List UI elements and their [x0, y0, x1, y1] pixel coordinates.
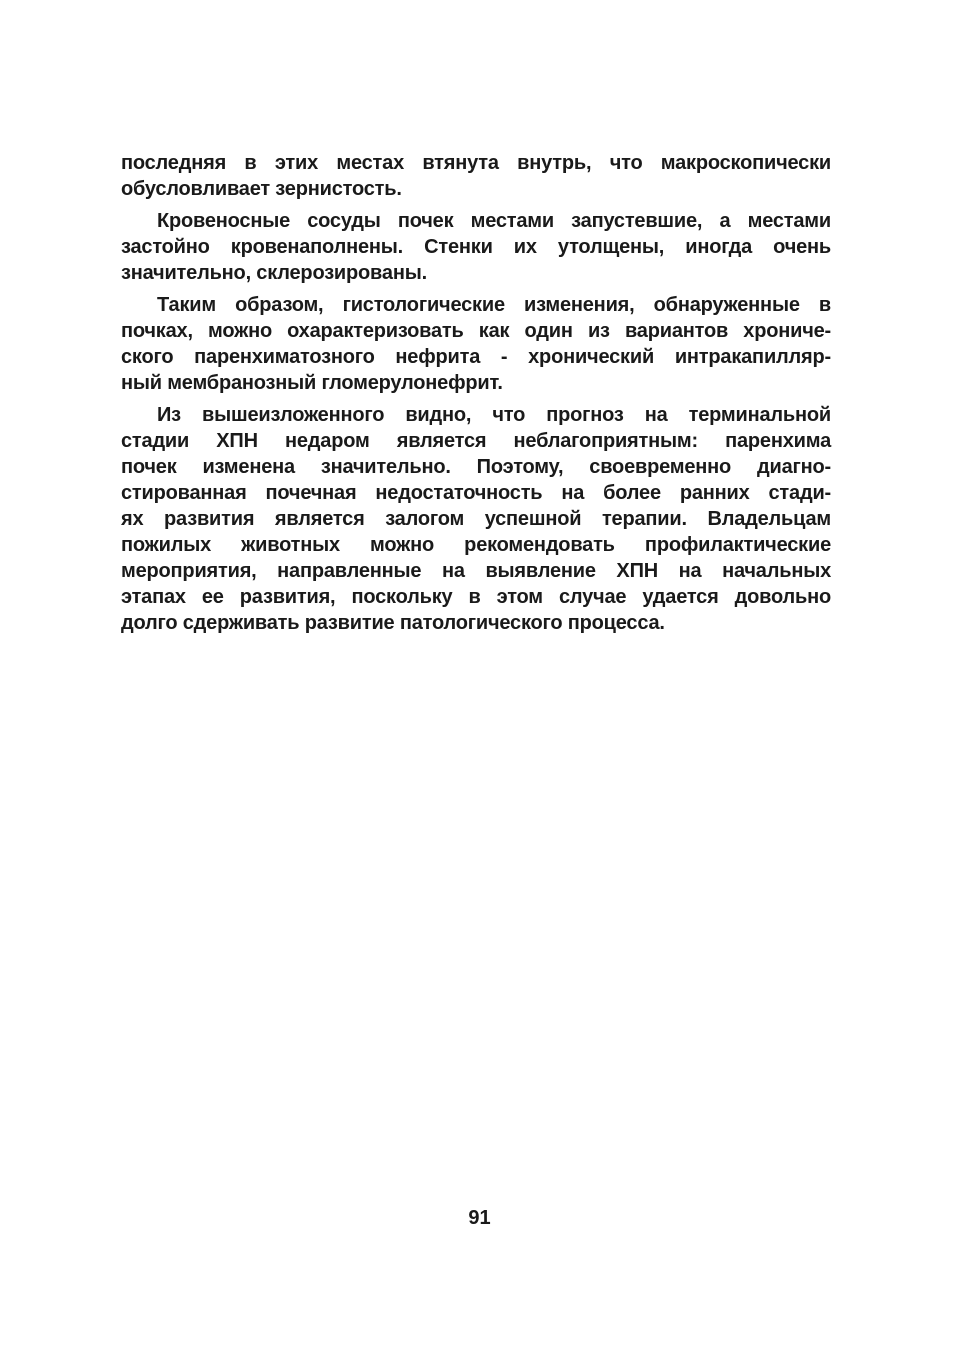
text-line: долго сдерживать развитие патологического процесса.: [121, 612, 665, 634]
text-line: почек изменена значительно. Поэтому, своевременно диагно-: [121, 456, 831, 478]
text-line: стированная почечная недостаточность на более ранних стади-: [121, 482, 831, 504]
text-line: Таким образом, гистологические изменения, обнаруженные в: [157, 294, 831, 316]
text-line: застойно кровенаполнены. Стенки их утолщены, иногда очень: [121, 236, 831, 258]
body-text: [121, 150, 831, 636]
text-line: последняя в этих местах втянута внутрь, что макроскопически: [121, 152, 831, 174]
text-line: ского паренхиматозного нефрита - хронический интракапилляр-: [121, 346, 831, 368]
text-line: обусловливает зернистость.: [121, 178, 402, 200]
page-number: 91: [468, 1207, 491, 1229]
text-line: стадии ХПН недаром является неблагоприятным: паренхима: [121, 430, 831, 452]
text-line: ях развития является залогом успешной терапии. Владельцам: [121, 508, 831, 530]
text-line: мероприятия, направленные на выявление ХПН на начальных: [121, 560, 831, 582]
text-line: этапах ее развития, поскольку в этом случае удается довольно: [121, 586, 831, 608]
text-line: Из вышеизложенного видно, что прогноз на терминальной: [157, 404, 831, 426]
text-line: почках, можно охарактеризовать как один из вариантов хрониче-: [121, 320, 831, 342]
text-line: пожилых животных можно рекомендовать профилактические: [121, 534, 831, 556]
text-line: значительно, склерозированы.: [121, 262, 427, 284]
text-line: ный мембранозный гломерулонефрит.: [121, 372, 503, 394]
text-line: Кровеносные сосуды почек местами запустевшие, а местами: [157, 210, 831, 232]
